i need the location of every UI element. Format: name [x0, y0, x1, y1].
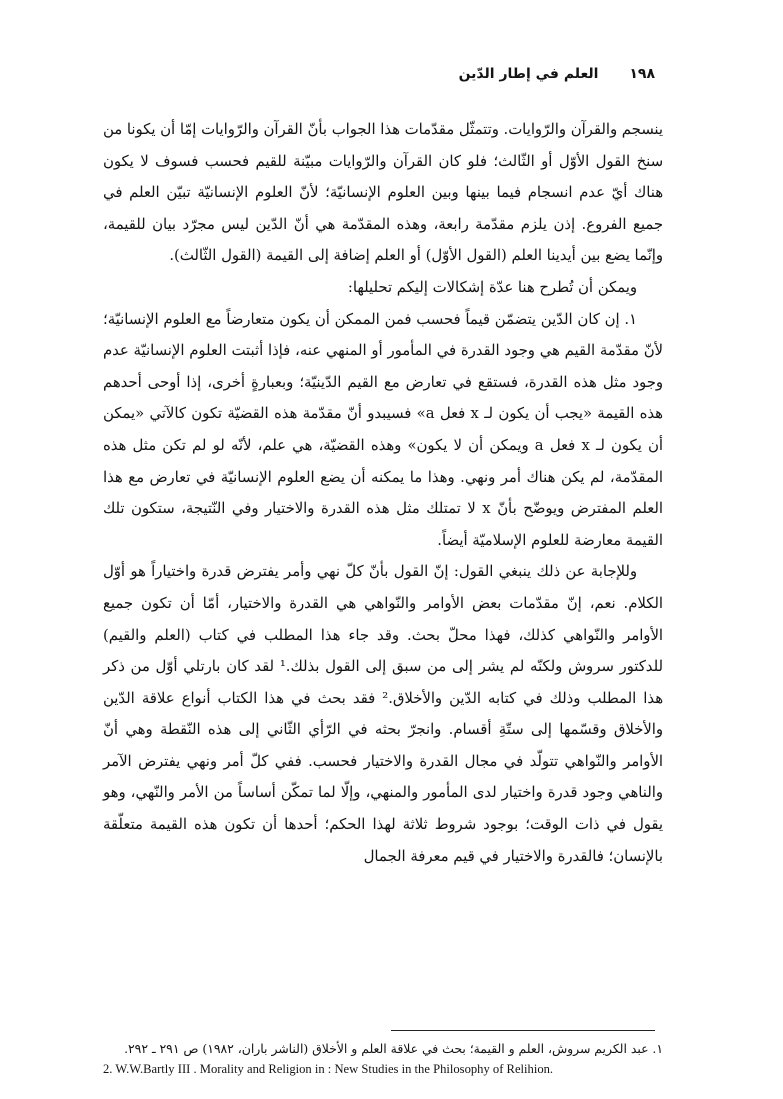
- paragraph-intro-objections: ويمكن أن تُطرح هنا عدّة إشكالات إليكم تحليلها:: [347, 278, 637, 296]
- page-number: ١٩٨: [629, 66, 655, 82]
- page-header: [459, 66, 655, 82]
- footnotes: [103, 1038, 663, 1080]
- paragraph-objection-1: ١. إن كان الدّين يتضمّن قيماً فحسب فمن الممكن أن يكون متعارضاً مع العلوم الإنسانيّة؛ لأنّ مقدّمة القيم هي وجود القدرة في المأمور أو المنهي عنه، فإذا أثبتت العلوم الإنسانيّة عدم وجود مثل هذه القدرة، فستقع في تعارض مع القيم الدّينيّة؛ وبعبارةٍ أخرى، إذا أوحى أحدهم هذه القيمة «يجب أن يكون لـ x فعل a» فسيبدو أنّ مقدّمة هذه القضيّة تكون كالآتي «يمكن أن يكون لـ x فعل a ويمكن أن لا يكون» وهذه القضيّة، هي علم، لأنّه لو لم تكن مثل هذه المقدّمة، لم يكن هناك أمر ونهي. وهذا ما يمكنه أن يضع العلوم الإنسانيّة في تعارض مع هذا العلم المفترض ويوضّح بأنّ x لا تمتلك مثل هذه القدرة والاختيار وفي النّتيجة، ستكون تلك القيمة معارضة للعلوم الإسلاميّة أيضاً.: [103, 310, 664, 549]
- paragraph-continuation: ينسجم والقرآن والرّوايات. وتتمثّل مقدّمات هذا الجواب بأنّ القرآن والرّوايات إمّا أن يكونا من سنخ القول الأوّل أو الثّالث؛ فلو كان القرآن والرّوايات مبيّنة للقيم فحسب فسوف لا يكون هناك أيّ عدم انسجام فيما بينها وبين العلوم الإنسانيّة؛ لأنّ العلوم الإنسانيّة تبيّن العلم في جميع الفروع. إذن يلزم مقدّمة رابعة، وهذه المقدّمة هي أنّ الدّين ليس مجرّد بيان للقيمة، وإنّما يضع بين أيدينا العلم (القول الأوّل) أو العلم إضافة إلى القيمة (القول الثّالث).: [103, 121, 663, 265]
- footnote-1: ١. عبد الكريم سروش، العلم و القيمة؛ بحث في علاقة العلم و الأخلاق (الناشر باران، ١٩٨٢) ص ٢٩١ ـ ٢٩٢.: [124, 1041, 663, 1056]
- footnote-2: 2. W.W.Bartly III . Morality and Religion in : New Studies in the Philosophy of Relihion.: [103, 1062, 554, 1076]
- footnote-divider: [391, 1030, 655, 1031]
- body-text: [103, 114, 663, 872]
- running-title: العلم في إطار الدّين: [458, 66, 599, 82]
- paragraph-response: وللإجابة عن ذلك ينبغي القول: إنّ القول بأنّ كلّ نهي وأمر يفترض قدرة واختياراً هو أوّل الكلام. نعم، إنّ مقدّمات بعض الأوامر والنّواهي هي القدرة والاختيار، أمّا أن تكون جميع الأوامر والنّواهي كذلك، فهذا محلّ بحث. وقد جاء هذا المطلب في كتاب (العلم والقيم) للدكتور سروش ولكنّه لم يشر إلى من سبق إلى القول بذلك.¹ لقد كان بارتلي أوّل من ذكر هذا المطلب وذلك في كتابه الدّين والأخلاق.² فقد بحث في هذا الكتاب أنواع علاقة الدّين والأخلاق وقسّمها إلى ستّةِ أقسام. وانجرّ بحثه في الرّأي الثّاني إلى هذه النّقطة وهي أنّ الأوامر والنّواهي تتولّد في مجال القدرة والاختيار فحسب. ففي كلّ أمر ونهي يفترض الآمر والناهي وجود قدرة واختيار لدى المأمور والمنهي، وإلّا لما تمكّن أساساً من الأمر والنّهي، وهو يقول في ذات الوقت؛ بوجود شروط ثلاثة لهذا الحكم؛ أحدها أن تكون هذه القيمة متعلّقة بالإنسان؛ فالقدرة والاختيار في قيم معرفة الجمال: [103, 563, 663, 865]
